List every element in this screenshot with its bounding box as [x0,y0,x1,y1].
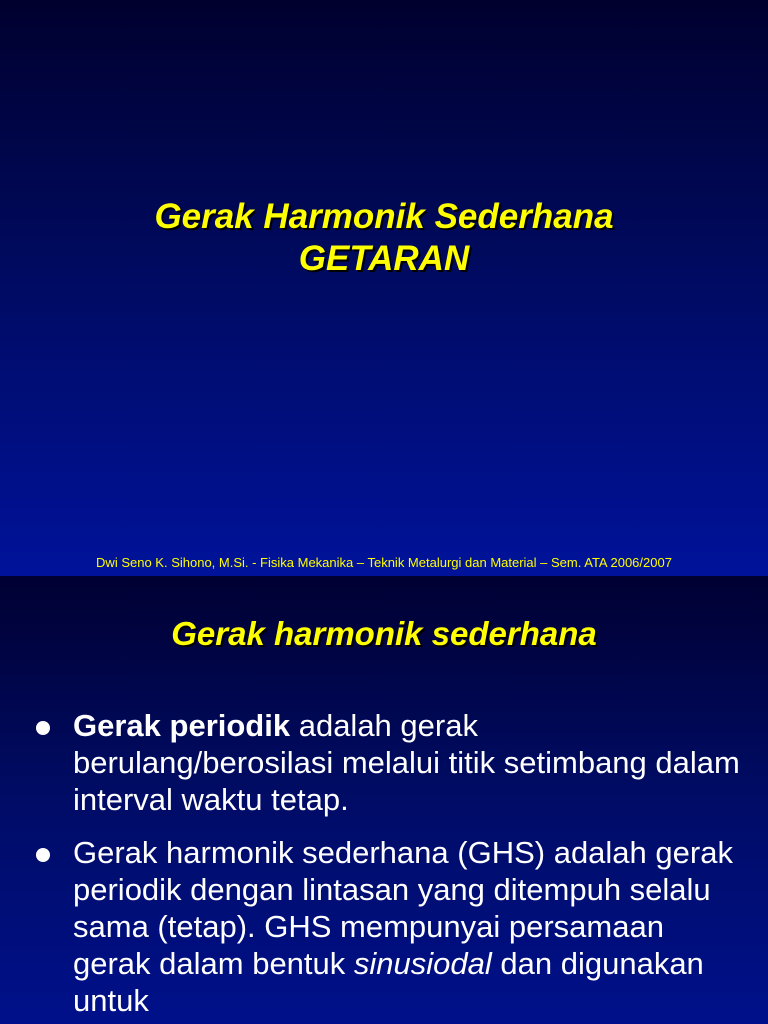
content-slide [0,576,768,1024]
bullet-italic-term: sinusiodal [353,946,492,981]
bullet-dot-icon [36,721,50,735]
slide-title-block [0,196,768,280]
slide-title-line-2: GETARAN [298,239,470,278]
bullet-item-ghs [0,834,768,1019]
bullet-item-periodic-motion [0,707,768,818]
bullet-dot-icon [36,848,50,862]
slide-title-line-1: Gerak Harmonik Sederhana [154,197,614,236]
bullet-text-after: dan digunakan untuk [73,946,704,1018]
bullet-text: Gerak harmonik sederhana (GHS) adalah gerak periodik dengan lintasan yang ditempuh selalu sama (tetap). GHS mempunyai persamaan gerak dalam bentuk [73,835,733,981]
bullet-text: adalah gerak berulang/berosilasi melalui titik setimbang dalam interval waktu tetap. [73,708,740,817]
content-slide-title: Gerak harmonik sederhana [171,615,597,652]
bullet-bold-term: Gerak periodik [73,708,291,743]
bullet-list [0,707,768,1024]
slide-footer: Dwi Seno K. Sihono, M.Si. - Fisika Mekanika – Teknik Metalurgi dan Material – Sem. ATA 2006/2007 [96,555,672,570]
